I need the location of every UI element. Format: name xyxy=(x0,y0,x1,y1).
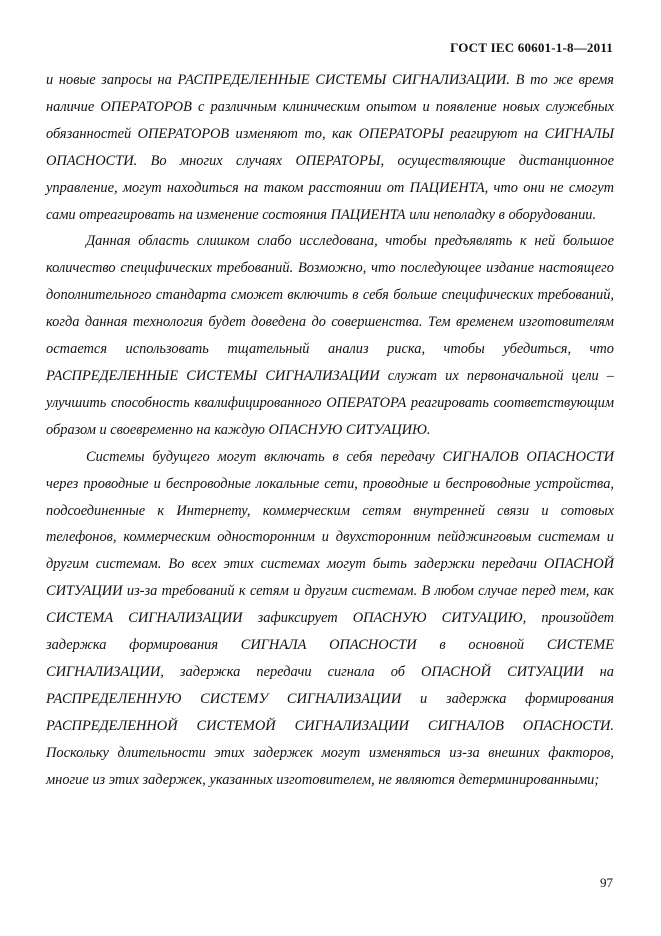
paragraph-continuation: и новые запросы на РАСПРЕДЕЛЕННЫЕ СИСТЕМЫ СИГНАЛИЗАЦИИ. В то же время наличие ОПЕРАТОРОВ с различным клиническим опытом и появление новых служебных обязанностей ОПЕРАТОРОВ изменяют то, как ОПЕРАТОРЫ реагируют на СИГНАЛЫ ОПАСНОСТИ. Во многих случаях ОПЕРАТОРЫ, осуществляющие дистанционное управление, могут находиться на таком расстоянии от ПАЦИЕНТА, что они не смогут сами отреагировать на изменение состояния ПАЦИЕНТА или неполадку в оборудовании. xyxy=(46,72,614,223)
paragraph: Данная область слишком слабо исследована, чтобы предъявлять к ней большое количество специфических требований. Возможно, что последующее издание настоящего дополнительного стандарта сможет включить в себя больше специфических требований, когда данная технология будет доведена до совершенства. Тем временем изготовителям остается использовать тщательный анализ риска, чтобы убедиться, что РАСПРЕДЕЛЕННЫЕ СИСТЕМЫ СИГНАЛИЗАЦИИ служат их первоначальной цели – улучшить способность квалифицированного ОПЕРАТОРА реагировать соответствующим образом и своевременно на каждую ОПАСНУЮ СИТУАЦИЮ. xyxy=(46,233,614,438)
paragraph: Системы будущего могут включать в себя передачу СИГНАЛОВ ОПАСНОСТИ через проводные и беспроводные локальные сети, проводные и беспроводные устройства, подсоединенные к Интернету, коммерческим сетям внутренней связи и сотовых телефонов, коммерческим односторонним и двухсторонним пейджинговым системам и другим системам. Во всех этих системах могут быть задержки передачи ОПАСНОЙ СИТУАЦИИ из-за требований к сетям и другим системам. В любом случае перед тем, как СИСТЕМА СИГНАЛИЗАЦИИ зафиксирует ОПАСНУЮ СИТУАЦИЮ, произойдет задержка формирования СИГНАЛА ОПАСНОСТИ в основной СИСТЕМЕ СИГНАЛИЗАЦИИ, задержка передачи сигнала об ОПАСНОЙ СИТУАЦИИ на РАСПРЕДЕЛЕННУЮ СИСТЕМУ СИГНАЛИЗАЦИИ и задержка формирования РАСПРЕДЕЛЕННОЙ СИСТЕМОЙ СИГНАЛИЗАЦИИ СИГНАЛОВ ОПАСНОСТИ. Поскольку длительности этих задержек могут изменяться из-за внешних факторов, многие из этих задержек, указанных изготовителем, не являются детерминированными; xyxy=(46,448,614,788)
document-header: ГОСТ IEC 60601-1-8—2011 xyxy=(450,40,613,55)
page-number: 97 xyxy=(600,875,613,890)
body-text xyxy=(46,67,614,793)
